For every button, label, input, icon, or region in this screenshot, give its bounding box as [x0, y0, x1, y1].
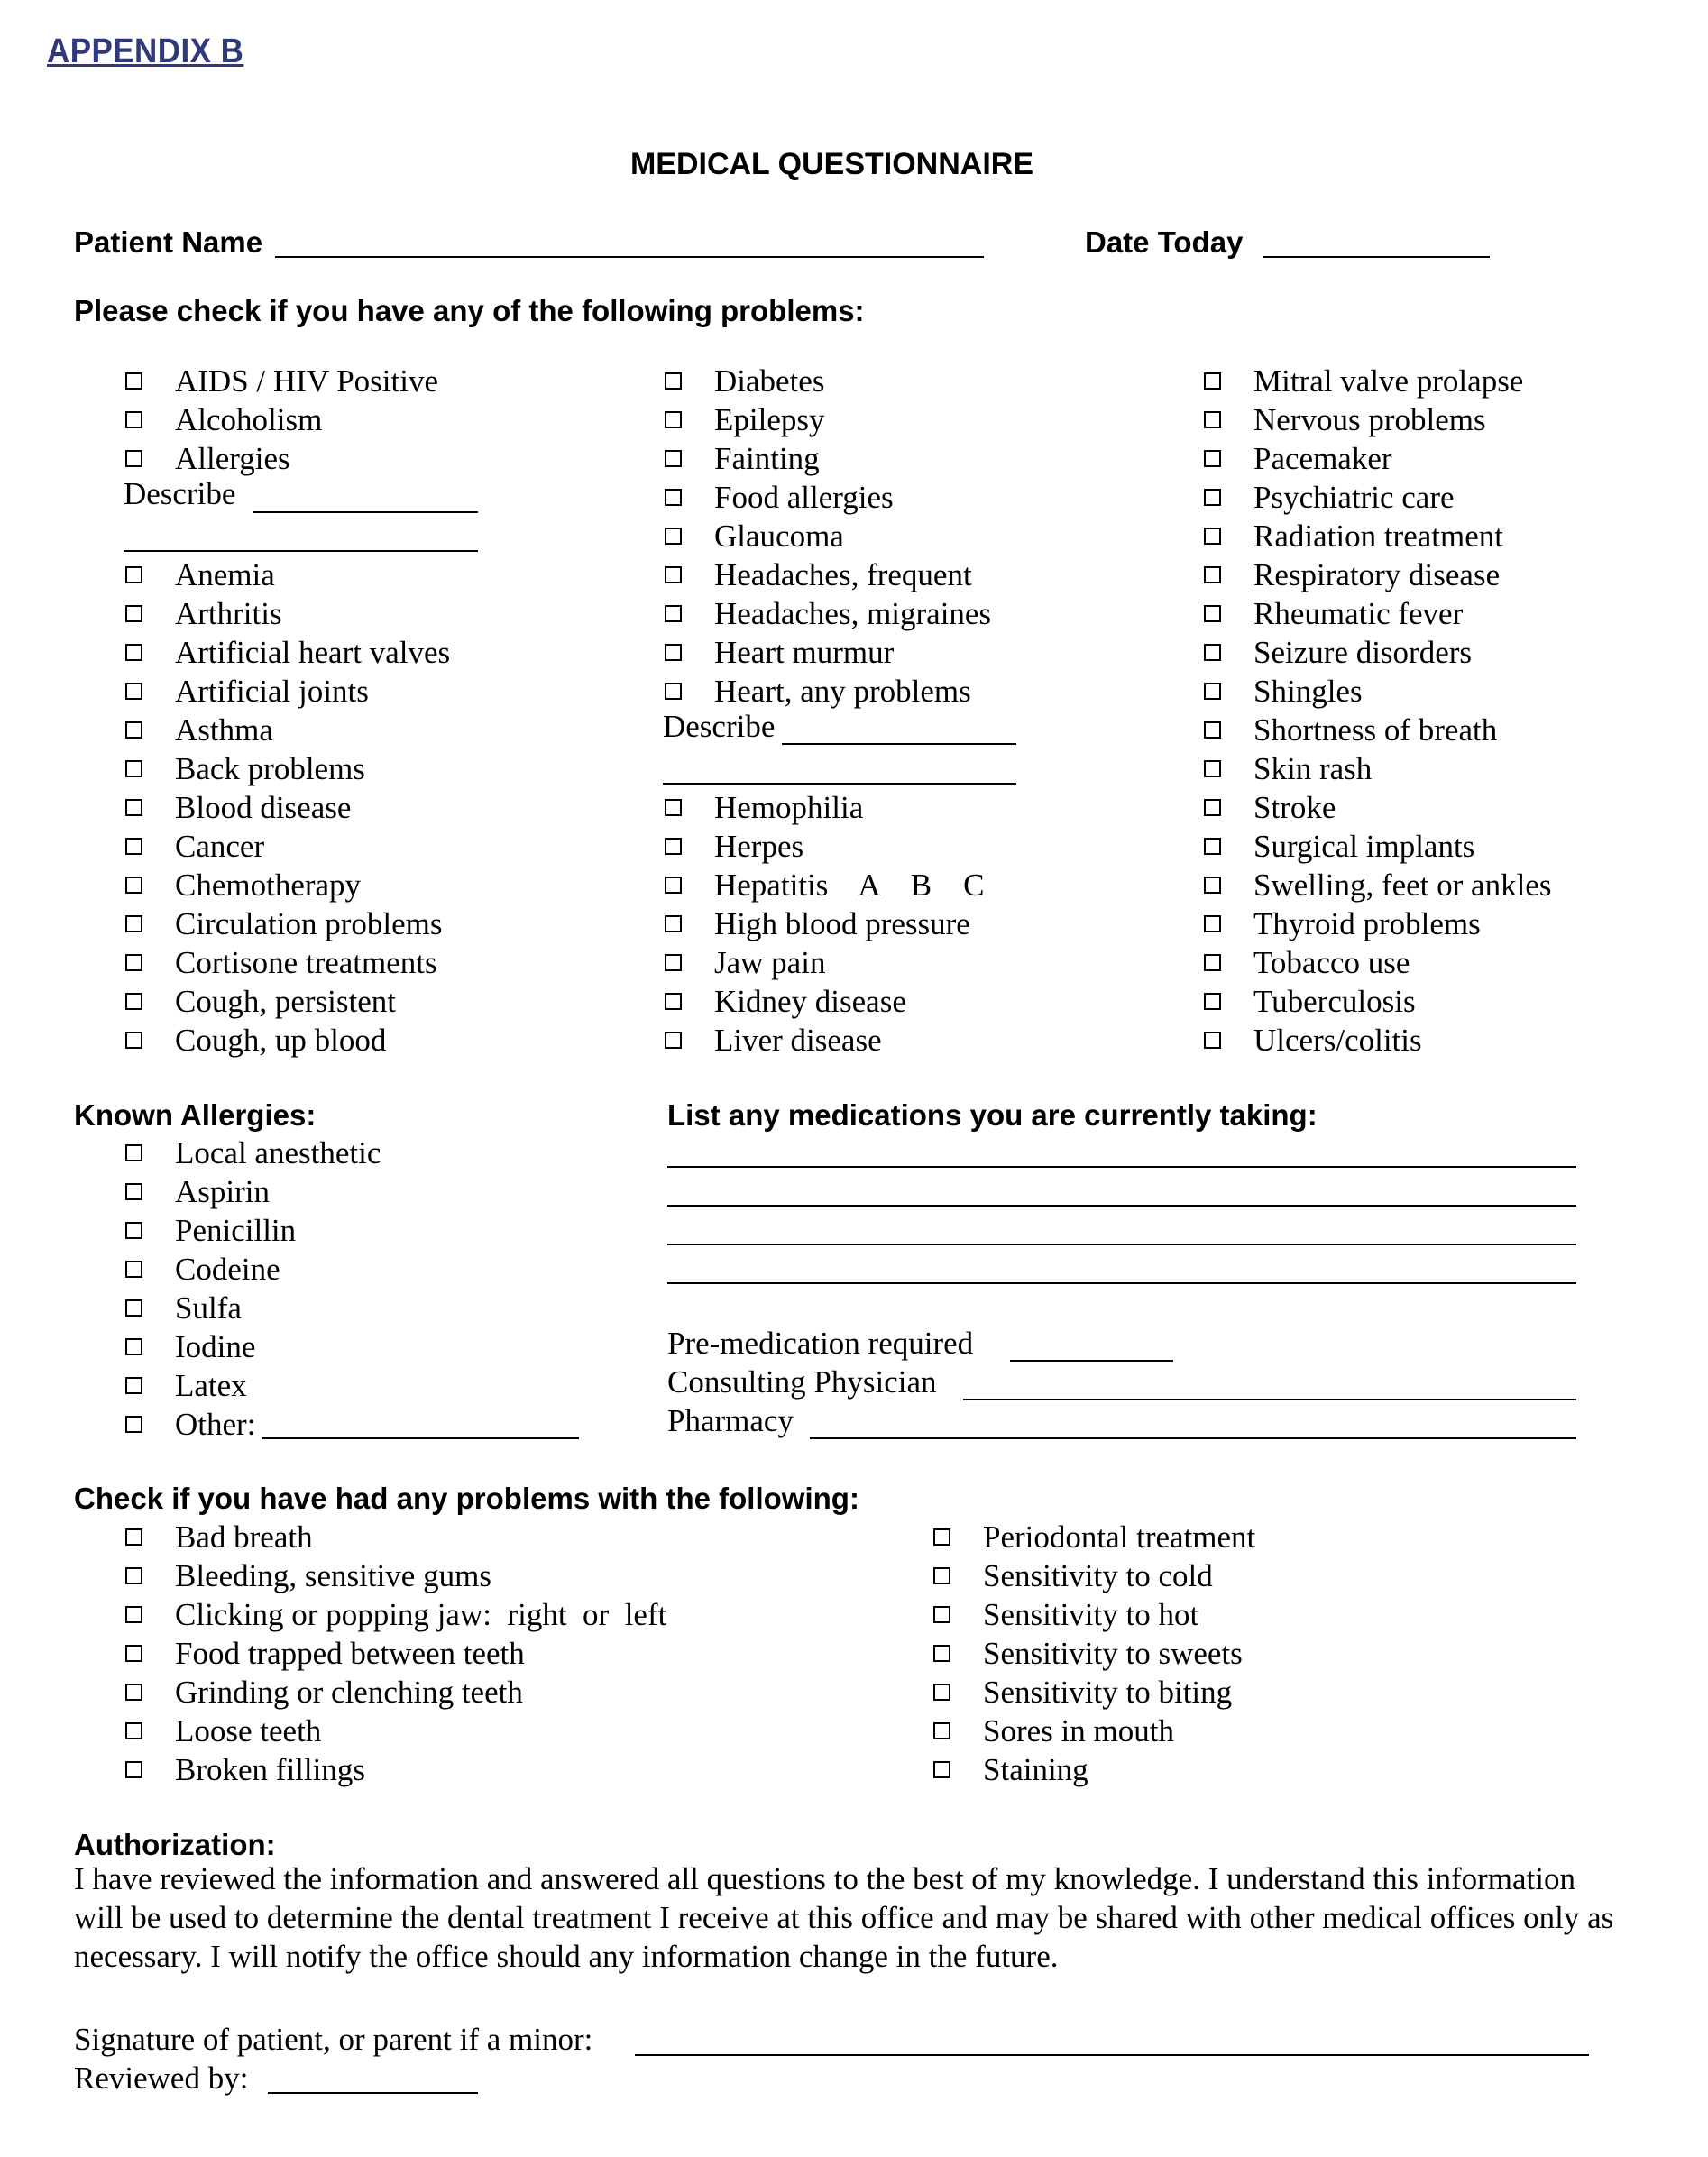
checkbox-label: Swelling, feet or ankles	[1253, 867, 1552, 903]
checkbox-item[interactable]	[125, 1750, 365, 1789]
checkbox-item[interactable]	[933, 1673, 1232, 1712]
appendix-label: APPENDIX B	[47, 32, 244, 70]
checkbox-item[interactable]	[933, 1712, 1174, 1750]
checkbox-item[interactable]	[1204, 478, 1455, 517]
pharmacy-label: Pharmacy	[667, 1403, 794, 1438]
checkbox-icon[interactable]	[125, 411, 142, 428]
heart-describe-label: Describe	[663, 709, 776, 744]
checkbox-icon[interactable]	[125, 1183, 142, 1200]
checkbox-label: Bad breath	[175, 1519, 313, 1555]
checkbox-item[interactable]	[665, 672, 971, 711]
checkbox-label: Sores in mouth	[983, 1712, 1174, 1749]
checkbox-label: Aspirin	[175, 1173, 270, 1209]
checkbox-label: Sensitivity to hot	[983, 1596, 1199, 1632]
checkbox-icon[interactable]	[933, 1722, 950, 1739]
checkbox-icon[interactable]	[1204, 450, 1221, 467]
checkbox-label: Sensitivity to cold	[983, 1557, 1213, 1593]
checkbox-item[interactable]	[125, 788, 351, 827]
checkbox-item[interactable]	[933, 1595, 1198, 1634]
checkbox-item[interactable]	[125, 1172, 270, 1211]
checkbox-item[interactable]	[1204, 1021, 1422, 1060]
checkbox-icon[interactable]	[125, 1567, 142, 1584]
checkbox-item[interactable]	[125, 1134, 381, 1172]
checkbox-label: Jaw pain	[714, 944, 826, 980]
checkbox-label: Sulfa	[175, 1290, 242, 1326]
patient-name-label: Patient Name	[74, 225, 263, 259]
checkbox-label: Grinding or clenching teeth	[175, 1674, 523, 1710]
allergies-describe-label: Describe	[124, 476, 236, 511]
checkbox-icon[interactable]	[125, 760, 142, 777]
checkbox-item[interactable]	[1204, 749, 1372, 788]
checkbox-label: Local anesthetic	[175, 1134, 381, 1170]
checkbox-icon[interactable]	[125, 1645, 142, 1662]
checkbox-item[interactable]	[933, 1634, 1243, 1673]
checkbox-icon[interactable]	[1204, 489, 1221, 506]
checkbox-icon[interactable]	[125, 1032, 142, 1049]
checkbox-label: Epilepsy	[714, 401, 825, 437]
checkbox-item[interactable]	[125, 904, 442, 943]
checkbox-item[interactable]	[665, 943, 825, 982]
checkbox-icon[interactable]	[1204, 954, 1221, 971]
checkbox-item[interactable]	[125, 439, 290, 478]
checkbox-icon[interactable]	[665, 566, 682, 583]
checkbox-label: Allergies	[175, 440, 290, 476]
checkbox-icon[interactable]	[1204, 799, 1221, 816]
checkbox-icon[interactable]	[665, 528, 682, 545]
checkbox-icon[interactable]	[125, 450, 142, 467]
checkbox-item[interactable]	[125, 749, 365, 788]
checkbox-icon[interactable]	[125, 993, 142, 1010]
checkbox-item[interactable]	[665, 827, 803, 866]
checkbox-label: Chemotherapy	[175, 867, 362, 903]
checkbox-icon[interactable]	[665, 877, 682, 894]
checkbox-label: Circulation problems	[175, 905, 443, 941]
checkbox-label: Kidney disease	[714, 983, 906, 1019]
checkbox-icon[interactable]	[933, 1761, 950, 1778]
checkbox-item[interactable]	[665, 439, 820, 478]
checkbox-label: Herpes	[714, 828, 804, 864]
checkbox-label: Artificial heart valves	[175, 634, 451, 670]
physician-label: Consulting Physician	[667, 1364, 937, 1400]
checkbox-label: Alcoholism	[175, 401, 323, 437]
date-today-label: Date Today	[1085, 225, 1244, 259]
checkbox-item[interactable]	[125, 1250, 280, 1289]
checkbox-icon[interactable]	[125, 1722, 142, 1739]
checkbox-item[interactable]	[665, 633, 894, 672]
checkbox-item[interactable]	[933, 1556, 1213, 1595]
signature-field[interactable]	[635, 2054, 1589, 2056]
checkbox-label: Hepatitis A B C	[714, 867, 985, 903]
authorization-heading: Authorization:	[74, 1828, 276, 1861]
checkbox-label: Artificial joints	[175, 673, 369, 709]
heart-describe-field[interactable]	[782, 743, 1016, 745]
heart-describe-field-2[interactable]	[663, 783, 1016, 785]
checkbox-label: Respiratory disease	[1253, 556, 1501, 592]
checkbox-icon[interactable]	[125, 1222, 142, 1239]
checkbox-icon[interactable]	[1204, 721, 1221, 739]
checkbox-item[interactable]	[1204, 400, 1486, 439]
checkbox-item[interactable]	[1204, 943, 1410, 982]
checkbox-item[interactable]	[1204, 555, 1500, 594]
checkbox-icon[interactable]	[125, 1528, 142, 1546]
checkbox-label: Iodine	[175, 1328, 256, 1364]
checkbox-label: Arthritis	[175, 595, 282, 631]
checkbox-label: Tuberculosis	[1253, 983, 1416, 1019]
checkbox-item[interactable]	[1204, 517, 1503, 555]
checkbox-label: Liver disease	[714, 1022, 882, 1058]
checkbox-label: Diabetes	[714, 363, 825, 399]
checkbox-icon[interactable]	[1204, 566, 1221, 583]
checkbox-label: Sensitivity to sweets	[983, 1635, 1243, 1671]
checkbox-icon[interactable]	[125, 1261, 142, 1278]
checkbox-icon[interactable]	[933, 1567, 950, 1584]
checkbox-label: Food allergies	[714, 479, 894, 515]
medications-heading: List any medications you are currently taking:	[667, 1098, 1318, 1132]
checkbox-icon[interactable]	[125, 1416, 142, 1433]
checkbox-item[interactable]	[125, 362, 438, 400]
checkbox-label: Broken fillings	[175, 1751, 365, 1787]
checkbox-icon[interactable]	[1204, 838, 1221, 855]
checkbox-label: Psychiatric care	[1253, 479, 1455, 515]
checkbox-icon[interactable]	[125, 1606, 142, 1623]
checkbox-label: Glaucoma	[714, 518, 844, 554]
checkbox-item[interactable]	[665, 982, 906, 1021]
pharmacy-field[interactable]	[810, 1437, 1576, 1439]
checkbox-label: Surgical implants	[1253, 828, 1475, 864]
checkbox-icon[interactable]	[125, 915, 142, 932]
checkbox-label: Heart, any problems	[714, 673, 971, 709]
checkbox-label: Food trapped between teeth	[175, 1635, 525, 1671]
checkbox-label: Loose teeth	[175, 1712, 322, 1749]
medication-line-3[interactable]	[667, 1244, 1576, 1245]
checkbox-icon[interactable]	[125, 799, 142, 816]
checkbox-item[interactable]	[665, 866, 984, 904]
checkbox-label: Pacemaker	[1253, 440, 1392, 476]
checkbox-item[interactable]	[665, 400, 824, 439]
checkbox-label: Skin rash	[1253, 750, 1373, 786]
checkbox-icon[interactable]	[125, 1377, 142, 1394]
date-today-field[interactable]	[1263, 256, 1490, 258]
checkbox-item[interactable]	[1204, 633, 1472, 672]
checkbox-item[interactable]	[125, 1211, 296, 1250]
checkbox-item[interactable]	[125, 555, 275, 594]
checkbox-icon[interactable]	[1204, 1032, 1221, 1049]
checkbox-label: Periodontal treatment	[983, 1519, 1256, 1555]
checkbox-icon[interactable]	[1204, 644, 1221, 661]
checkbox-icon[interactable]	[665, 450, 682, 467]
problems-heading: Please check if you have any of the following problems:	[74, 294, 865, 327]
reviewed-by-field[interactable]	[268, 2092, 478, 2094]
medication-line-2[interactable]	[667, 1205, 1576, 1207]
checkbox-icon[interactable]	[125, 683, 142, 700]
checkbox-icon[interactable]	[933, 1684, 950, 1701]
known-allergies-heading: Known Allergies:	[74, 1098, 317, 1132]
checkbox-label: Heart murmur	[714, 634, 895, 670]
checkbox-item[interactable]	[125, 1021, 386, 1060]
checkbox-icon[interactable]	[125, 877, 142, 894]
checkbox-item[interactable]	[665, 555, 972, 594]
checkbox-icon[interactable]	[665, 605, 682, 622]
checkbox-icon[interactable]	[125, 605, 142, 622]
checkbox-item[interactable]	[1204, 788, 1336, 827]
checkbox-item[interactable]	[933, 1750, 1088, 1789]
medication-line-4[interactable]	[667, 1282, 1576, 1284]
premed-field[interactable]	[1010, 1360, 1173, 1362]
checkbox-icon[interactable]	[665, 411, 682, 428]
checkbox-item[interactable]	[125, 400, 322, 439]
checkbox-label: Headaches, frequent	[714, 556, 972, 592]
checkbox-label: High blood pressure	[714, 905, 970, 941]
checkbox-item[interactable]	[125, 672, 369, 711]
signature-label: Signature of patient, or parent if a minor:	[74, 2022, 593, 2057]
checkbox-label: Rheumatic fever	[1253, 595, 1464, 631]
physician-field[interactable]	[963, 1399, 1576, 1400]
checkbox-icon[interactable]	[125, 1299, 142, 1317]
checkbox-icon[interactable]	[1204, 528, 1221, 545]
checkbox-label: Tobacco use	[1253, 944, 1410, 980]
checkbox-icon[interactable]	[125, 721, 142, 739]
checkbox-item[interactable]	[665, 904, 970, 943]
checkbox-label: Cancer	[175, 828, 265, 864]
checkbox-item[interactable]	[125, 982, 396, 1021]
checkbox-item[interactable]	[1204, 904, 1481, 943]
checkbox-item[interactable]	[125, 1595, 666, 1634]
checkbox-item[interactable]	[125, 943, 437, 982]
checkbox-item[interactable]	[665, 1021, 882, 1060]
checkbox-item[interactable]	[125, 633, 450, 672]
checkbox-label: Staining	[983, 1751, 1088, 1787]
checkbox-item[interactable]	[1204, 362, 1523, 400]
reviewed-by-label: Reviewed by:	[74, 2061, 249, 2096]
checkbox-item[interactable]	[665, 517, 844, 555]
checkbox-icon[interactable]	[1204, 683, 1221, 700]
checkbox-item[interactable]	[1204, 711, 1497, 749]
checkbox-icon[interactable]	[125, 372, 142, 390]
checkbox-item[interactable]	[125, 1289, 242, 1327]
checkbox-item[interactable]	[665, 594, 991, 633]
allergies-describe-field[interactable]	[253, 511, 478, 513]
checkbox-label: Sensitivity to biting	[983, 1674, 1233, 1710]
checkbox-label: Ulcers/colitis	[1253, 1022, 1422, 1058]
checkbox-label: Latex	[175, 1367, 247, 1403]
checkbox-icon[interactable]	[933, 1645, 950, 1662]
allergies-describe-field-2[interactable]	[124, 550, 478, 552]
checkbox-label: Asthma	[175, 711, 273, 748]
checkbox-icon[interactable]	[125, 838, 142, 855]
checkbox-label: Seizure disorders	[1253, 634, 1473, 670]
checkbox-icon[interactable]	[125, 566, 142, 583]
checkbox-icon[interactable]	[1204, 915, 1221, 932]
checkbox-label: Fainting	[714, 440, 820, 476]
checkbox-icon[interactable]	[665, 954, 682, 971]
checkbox-icon[interactable]	[1204, 372, 1221, 390]
dental-heading: Check if you have had any problems with the following:	[74, 1482, 859, 1515]
checkbox-item[interactable]	[125, 1673, 523, 1712]
checkbox-label: Clicking or popping jaw: right or left	[175, 1596, 667, 1632]
patient-name-field[interactable]	[275, 256, 984, 258]
checkbox-label: Penicillin	[175, 1212, 297, 1248]
checkbox-label: Headaches, migraines	[714, 595, 992, 631]
checkbox-label: Codeine	[175, 1251, 280, 1287]
checkbox-icon[interactable]	[1204, 760, 1221, 777]
medication-line-1[interactable]	[667, 1166, 1576, 1168]
checkbox-icon[interactable]	[665, 372, 682, 390]
checkbox-label: Radiation treatment	[1253, 518, 1503, 554]
checkbox-item[interactable]	[125, 1366, 247, 1405]
checkbox-item[interactable]	[1204, 594, 1463, 633]
checkbox-item[interactable]	[125, 1518, 313, 1556]
checkbox-icon[interactable]	[665, 799, 682, 816]
checkbox-icon[interactable]	[1204, 411, 1221, 428]
checkbox-label: Mitral valve prolapse	[1253, 363, 1524, 399]
checkbox-label: Back problems	[175, 750, 365, 786]
checkbox-item[interactable]	[125, 1712, 321, 1750]
checkbox-icon[interactable]	[665, 683, 682, 700]
checkbox-label: Anemia	[175, 556, 275, 592]
checkbox-icon[interactable]	[665, 915, 682, 932]
premed-label: Pre-medication required	[667, 1326, 974, 1361]
checkbox-icon[interactable]	[933, 1606, 950, 1623]
checkbox-icon[interactable]	[125, 1338, 142, 1355]
checkbox-label: Shortness of breath	[1253, 711, 1498, 748]
checkbox-item[interactable]	[1204, 439, 1392, 478]
checkbox-item[interactable]	[665, 788, 863, 827]
checkbox-item[interactable]	[1204, 866, 1551, 904]
checkbox-label: Blood disease	[175, 789, 352, 825]
checkbox-icon[interactable]	[665, 838, 682, 855]
authorization-text: I have reviewed the information and answered all questions to the best of my knowledge. I understand this information will be used to determine the dental treatment I receive at this office and may be shared with other medical offices only as necessary. I will notify the office should any information change in the future.	[74, 1861, 1614, 1974]
checkbox-icon[interactable]	[1204, 993, 1221, 1010]
checkbox-item[interactable]	[1204, 982, 1416, 1021]
other-allergy-field[interactable]	[262, 1437, 579, 1439]
checkbox-item[interactable]	[125, 866, 361, 904]
checkbox-icon[interactable]	[665, 489, 682, 506]
checkbox-item[interactable]	[125, 827, 264, 866]
checkbox-item[interactable]	[125, 1327, 255, 1366]
checkbox-label: Thyroid problems	[1253, 905, 1481, 941]
checkbox-label: Other:	[175, 1406, 256, 1442]
checkbox-label: Shingles	[1253, 673, 1363, 709]
checkbox-item[interactable]	[1204, 672, 1363, 711]
checkbox-item[interactable]	[665, 478, 894, 517]
checkbox-item[interactable]	[125, 711, 273, 749]
checkbox-item[interactable]	[933, 1518, 1255, 1556]
checkbox-icon[interactable]	[1204, 605, 1221, 622]
checkbox-icon[interactable]	[933, 1528, 950, 1546]
checkbox-icon[interactable]	[665, 1032, 682, 1049]
checkbox-label: Hemophilia	[714, 789, 864, 825]
checkbox-label: Cough, up blood	[175, 1022, 387, 1058]
checkbox-item[interactable]	[125, 594, 282, 633]
checkbox-icon[interactable]	[1204, 877, 1221, 894]
checkbox-icon[interactable]	[665, 993, 682, 1010]
checkbox-icon[interactable]	[125, 1684, 142, 1701]
page-title: MEDICAL QUESTIONNAIRE	[629, 147, 1034, 181]
checkbox-label: Bleeding, sensitive gums	[175, 1557, 491, 1593]
checkbox-label: Nervous problems	[1253, 401, 1486, 437]
checkbox-item[interactable]	[125, 1405, 255, 1444]
checkbox-label: AIDS / HIV Positive	[175, 363, 439, 399]
checkbox-icon[interactable]	[665, 644, 682, 661]
checkbox-item[interactable]	[125, 1634, 525, 1673]
checkbox-icon[interactable]	[125, 1761, 142, 1778]
checkbox-icon[interactable]	[125, 1144, 142, 1161]
checkbox-item[interactable]	[1204, 827, 1474, 866]
checkbox-label: Cortisone treatments	[175, 944, 437, 980]
checkbox-item[interactable]	[665, 362, 824, 400]
checkbox-icon[interactable]	[125, 954, 142, 971]
checkbox-label: Stroke	[1253, 789, 1336, 825]
checkbox-label: Cough, persistent	[175, 983, 396, 1019]
checkbox-icon[interactable]	[125, 644, 142, 661]
checkbox-item[interactable]	[125, 1556, 491, 1595]
